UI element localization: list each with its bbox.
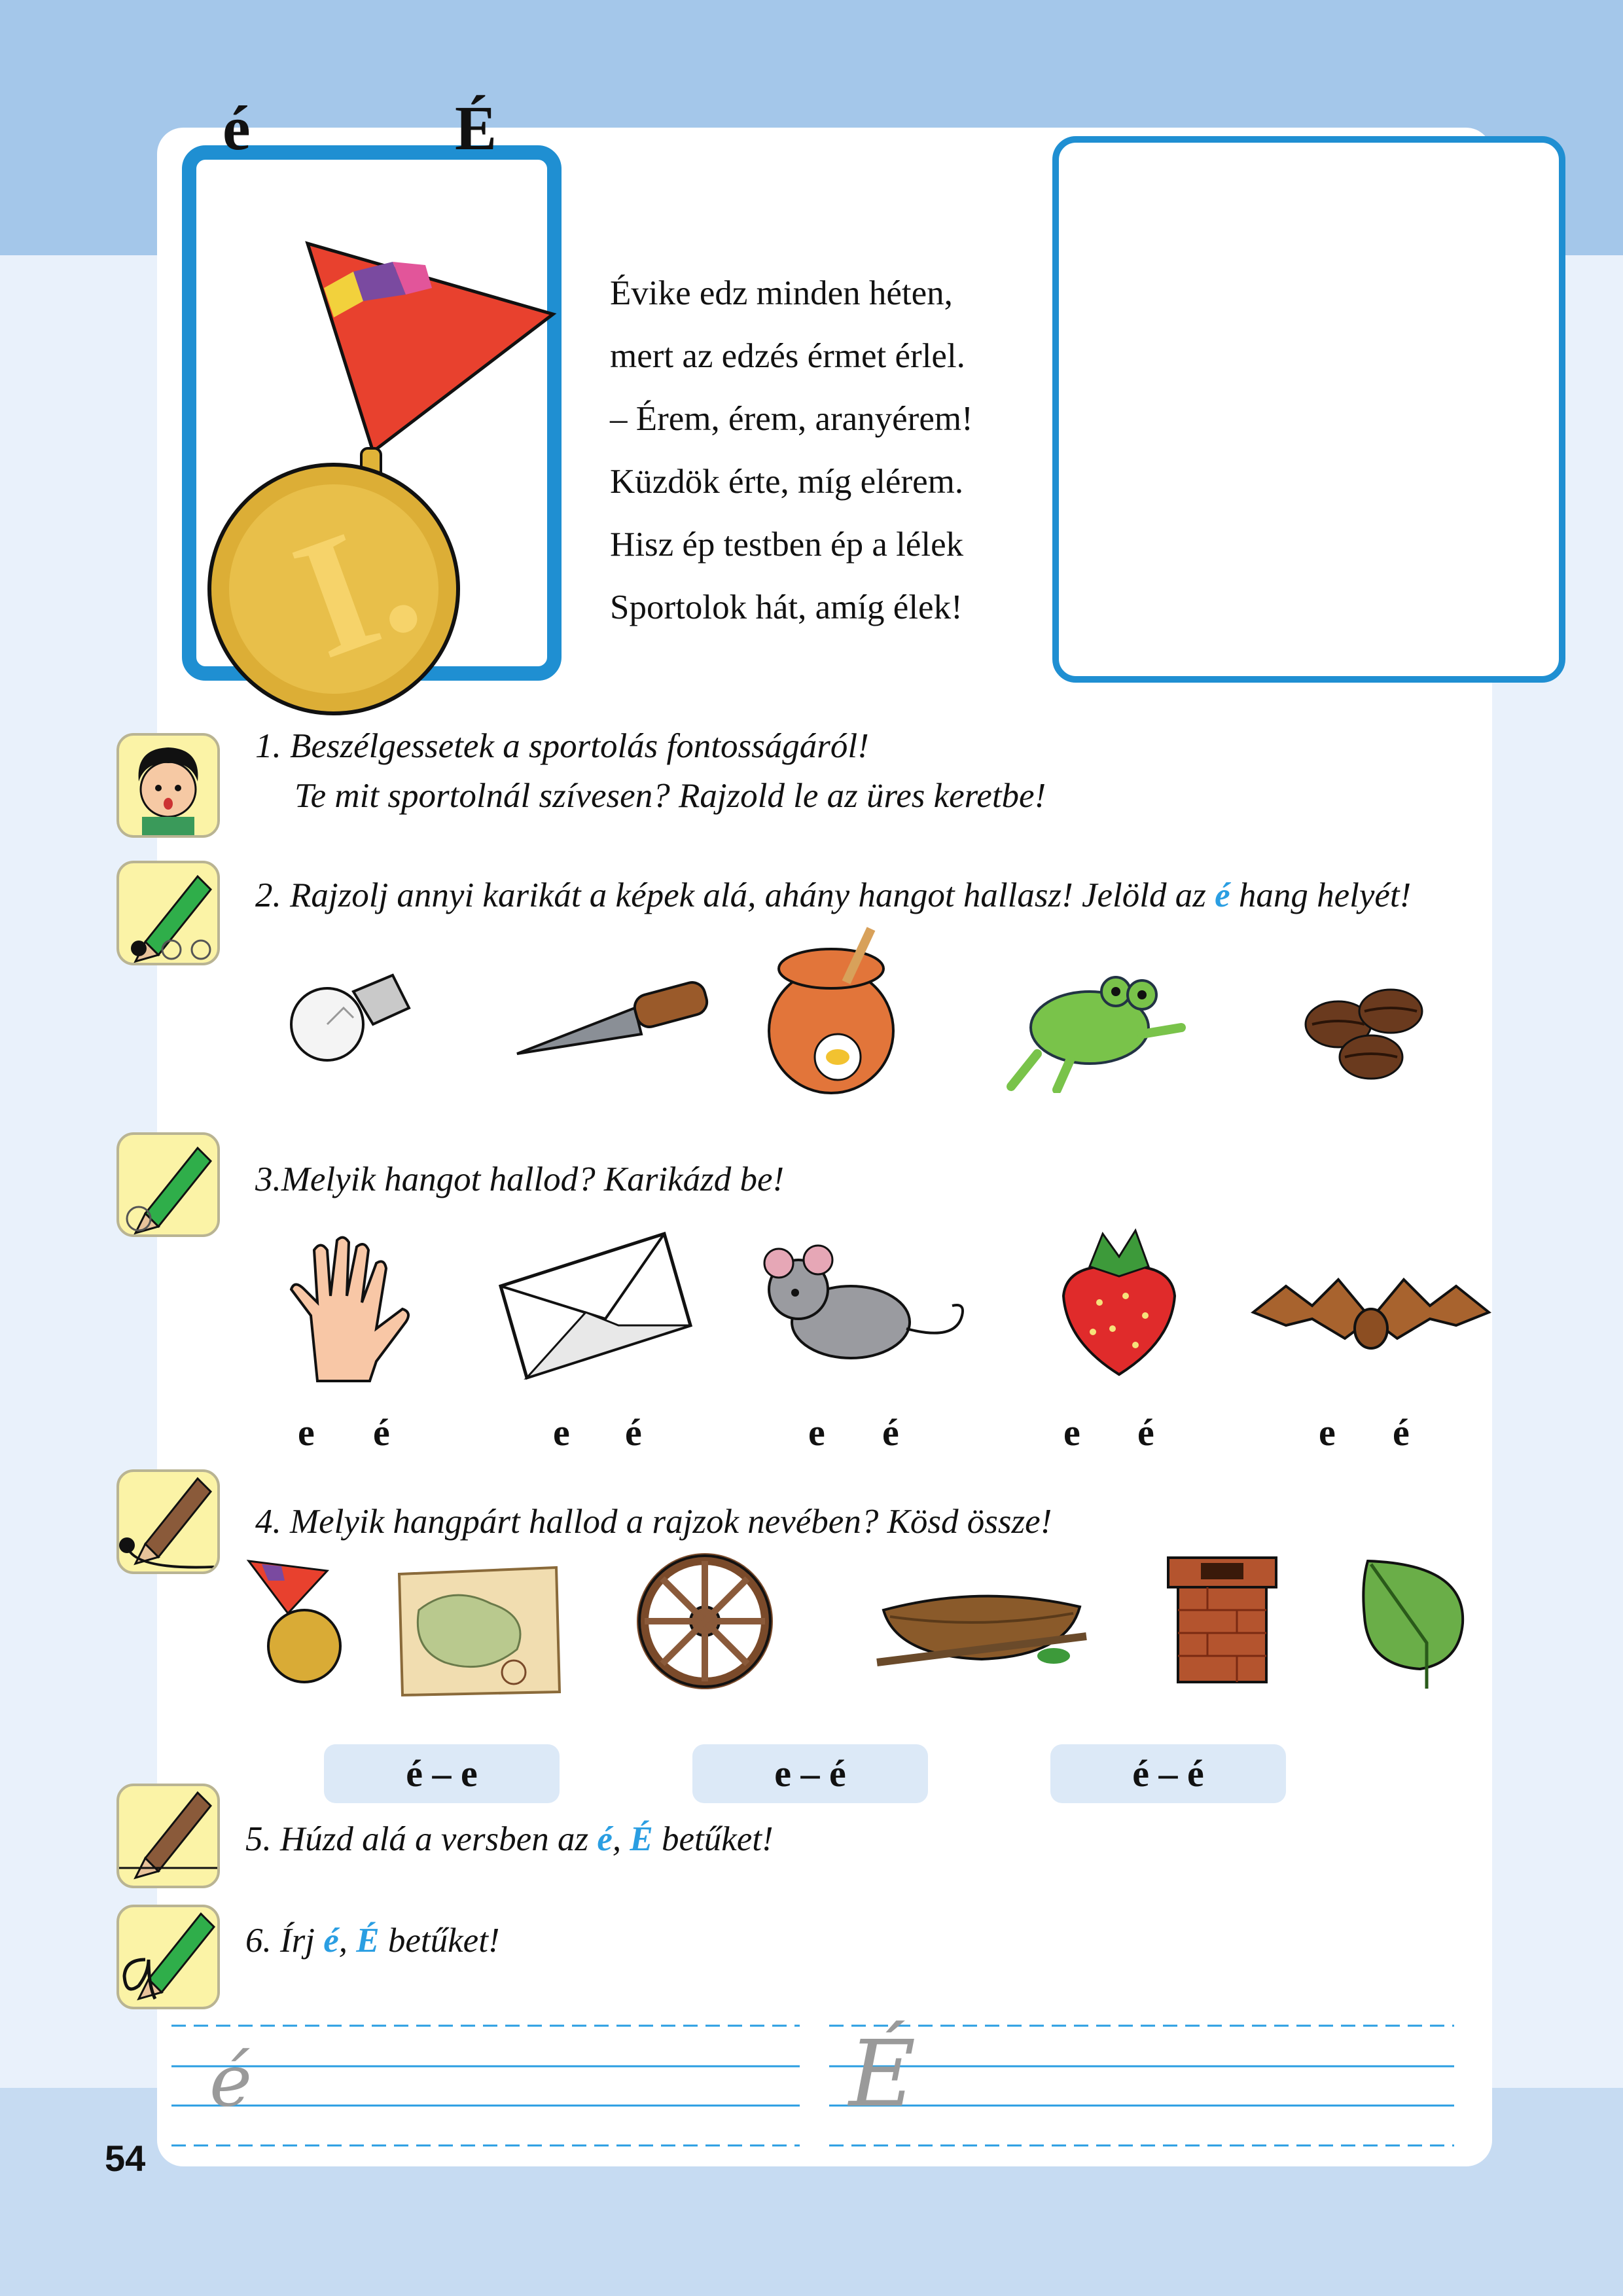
task-5-text-end: betűket! [652, 1820, 774, 1858]
task-6-highlight-upper: É [356, 1922, 380, 1960]
drawing-frame[interactable] [1052, 136, 1565, 683]
task-4-instruction: 4. Melyik hangpárt hallod a rajzok nevében? Kösd össze! [255, 1503, 1052, 1541]
frog-picture [998, 956, 1194, 1093]
task-1-line-1: 1. Beszélgessetek a sportolás fontosságáról! [255, 727, 869, 765]
task-2-instruction [255, 876, 1411, 915]
task-2-text-end: hang helyét! [1230, 876, 1412, 914]
poem-line: Hisz ép testben ép a lélek [610, 526, 964, 564]
choice-é-3[interactable]: é [882, 1411, 899, 1454]
task-5-separator: , [612, 1820, 630, 1858]
poem-line: mert az edzés érmet érlel. [610, 337, 965, 375]
task-1-line-2: Te mit sportolnál szívesen? Rajzold le az üres keretbe! [294, 777, 1046, 815]
envelope-picture [494, 1227, 697, 1391]
task-2-highlight-letter: é [1215, 876, 1230, 914]
hand-picture [278, 1230, 422, 1388]
leaf-picture [1355, 1551, 1472, 1695]
choice-é-5[interactable]: é [1393, 1411, 1410, 1454]
chimney-picture [1162, 1551, 1283, 1689]
choice-e-1[interactable]: e [298, 1411, 315, 1454]
card-uppercase-letter: É [455, 93, 497, 163]
svg-text:I.: I. [273, 480, 440, 695]
task-2-text: 2. Rajzolj annyi karikát a képek alá, ahány hangot hallasz! Jelöld az [255, 876, 1215, 914]
strawberry-picture [1054, 1224, 1185, 1381]
handwriting-lines[interactable] [171, 2016, 1461, 2160]
coffee-beans-picture [1299, 982, 1430, 1086]
sound-pair-box-3[interactable]: é – é [1050, 1744, 1286, 1803]
treasure-map-picture [393, 1564, 563, 1702]
choice-e-2[interactable]: e [553, 1411, 570, 1454]
task-6-text-end: betűket! [379, 1922, 500, 1960]
pencil-underline-icon [116, 1784, 220, 1888]
choice-é-2[interactable]: é [625, 1411, 642, 1454]
bat-picture [1247, 1253, 1495, 1371]
medal-picture [196, 236, 563, 720]
knife-picture [517, 980, 710, 1054]
page-number: 54 [105, 2138, 146, 2179]
small-medal-picture [242, 1554, 347, 1689]
task-5-instruction [245, 1820, 774, 1859]
mouse-picture [759, 1244, 982, 1374]
poem-line: Évike edz minden héten, [610, 274, 953, 312]
pencil-line-icon [116, 1469, 220, 1574]
pencil-circle-icon [116, 1132, 220, 1237]
poem-line: Sportolok hát, amíg élek! [610, 588, 963, 626]
poem-line: Küzdök érte, míg elérem. [610, 463, 964, 501]
talking-child-icon [116, 733, 220, 838]
handwriting-sample-upper: É [849, 2021, 916, 2128]
pencil-writing-icon [116, 1905, 220, 2009]
task-3-instruction: 3.Melyik hangot hallod? Karikázd be! [255, 1160, 785, 1198]
task-6-instruction [245, 1921, 500, 1960]
choice-e-5[interactable]: e [1319, 1411, 1336, 1454]
sound-pair-box-1[interactable]: é – e [324, 1744, 560, 1803]
choice-e-4[interactable]: e [1063, 1411, 1080, 1454]
wheel-picture [635, 1551, 776, 1692]
sound-pair-box-2[interactable]: e – é [692, 1744, 928, 1803]
choice-é-4[interactable]: é [1137, 1411, 1154, 1454]
light-bulb-picture [281, 962, 419, 1073]
task-6-separator: , [338, 1922, 357, 1960]
task-6-text: 6. Írj [245, 1922, 324, 1960]
card-lowercase-letter: é [223, 93, 251, 163]
honey-pot-picture [762, 923, 906, 1100]
task-5-highlight-upper: É [630, 1820, 653, 1858]
choice-e-3[interactable]: e [808, 1411, 825, 1454]
poem-line: – Érem, érem, aranyérem! [610, 400, 973, 438]
task-5-text: 5. Húzd alá a versben az [245, 1820, 597, 1858]
handwriting-sample-lower: é [209, 2039, 253, 2123]
bird-nest-picture [870, 1571, 1093, 1676]
pencil-circles-icon [116, 861, 220, 965]
task-6-highlight-lower: é [323, 1922, 339, 1960]
poem [610, 262, 973, 639]
task-5-highlight-lower: é [597, 1820, 613, 1858]
choice-é-1[interactable]: é [373, 1411, 390, 1454]
